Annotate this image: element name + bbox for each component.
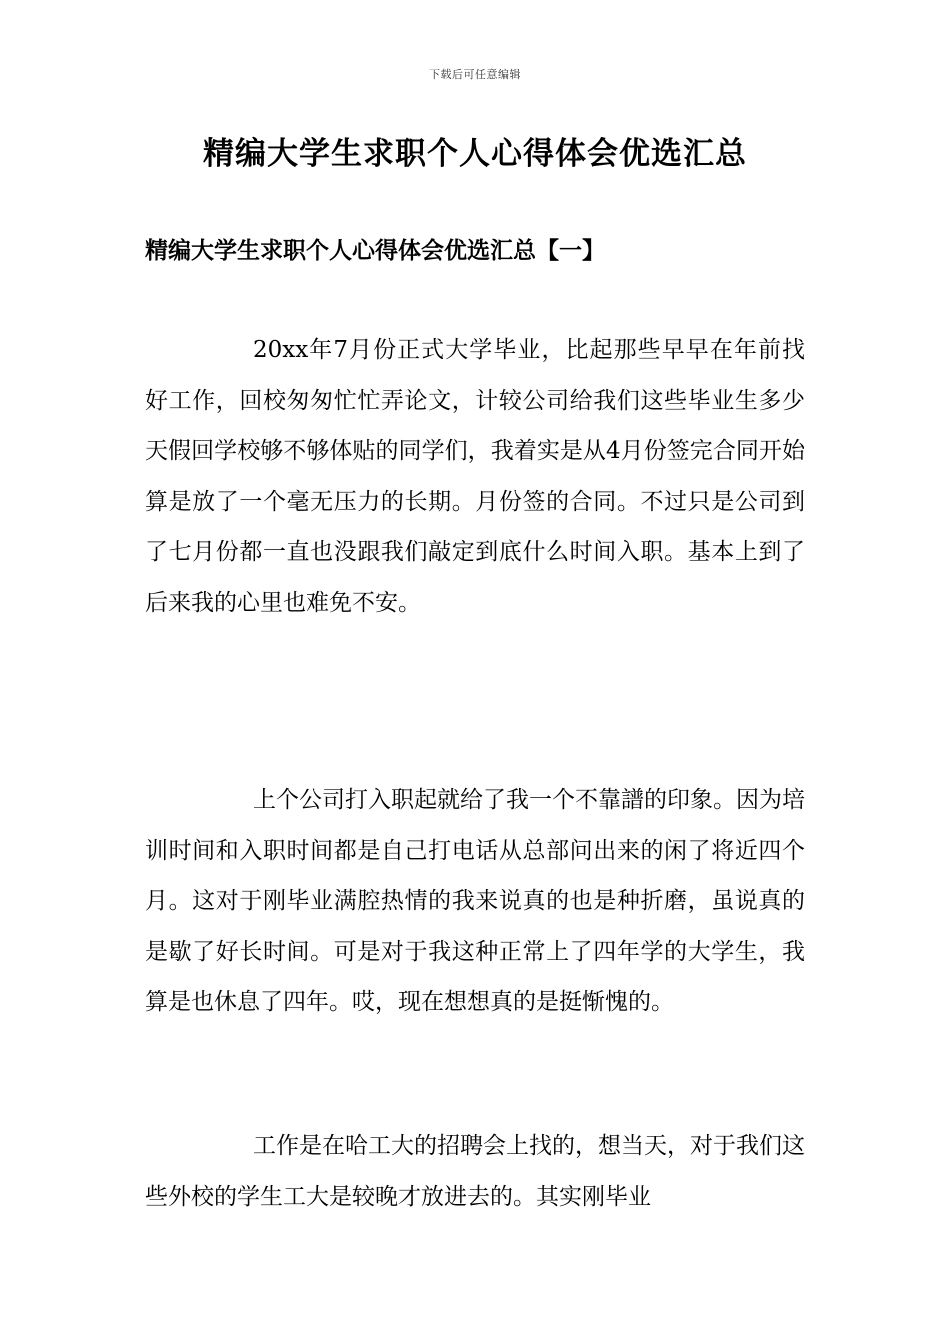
section-heading: 精编大学生求职个人心得体会优选汇总【一】 bbox=[145, 237, 605, 264]
header-note: 下载后可任意编辑 bbox=[429, 68, 521, 81]
document-title: 精编大学生求职个人心得体会优选汇总 bbox=[203, 136, 747, 172]
paragraph: 工作是在哈工大的招聘会上找的，想当天，对于我们这些外校的学生工大是较晚才放进去的。其实刚毕业 bbox=[145, 1133, 805, 1210]
paragraph: 上个公司打入职起就给了我一个不靠譜的印象。因为培训时间和入职时间都是自己打电话从总部问出来的闲了将近四个月。这对于刚毕业满腔热情的我来说真的也是种折磨，虽说真的是歇了好长时间。可是对于我这种正常上了四年学的大学生，我算是也休息了四年。哎，现在想想真的是挺惭愧的。 bbox=[145, 787, 805, 1015]
paragraph: 20xx年7月份正式大学毕业，比起那些早早在年前找好工作，回校匆匆忙忙弄论文，计较公司给我们这些毕业生多少天假回学校够不够体贴的同学们，我着实是从4月份签完合同开始算是放了一个毫无压力的长期。月份签的合同。不过只是公司到了七月份都一直也没跟我们敲定到底什么时间入职。基本上到了后来我的心里也难免不安。 bbox=[145, 337, 805, 616]
